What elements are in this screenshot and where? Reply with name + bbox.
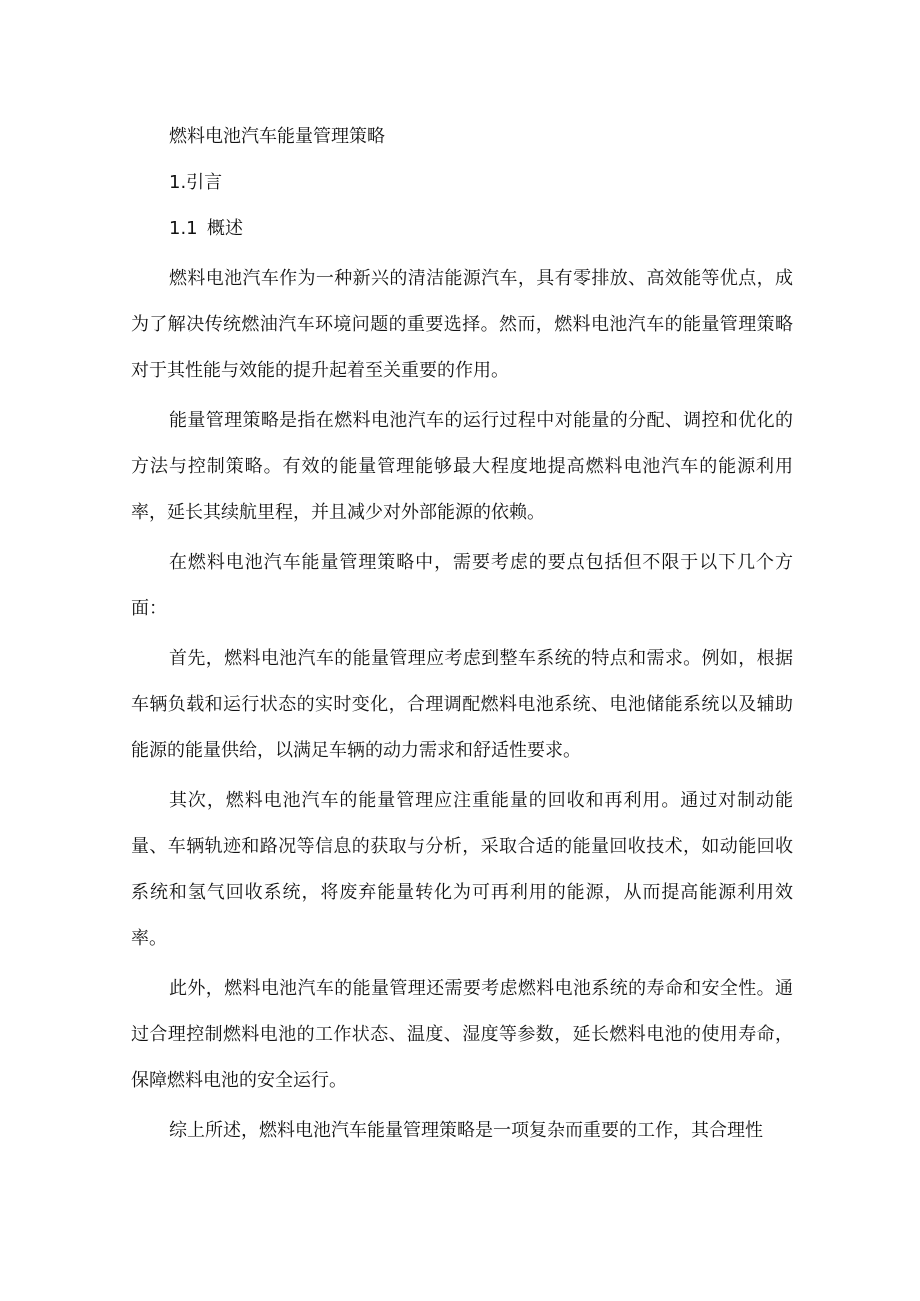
subsection-title: 概述 (207, 218, 243, 239)
paragraph-intro: 燃料电池汽车作为一种新兴的清洁能源汽车，具有零排放、高效能等优点，成为了解决传统燃油汽车环境问题的重要选择。然而，燃料电池汽车的能量管理策略对于其性能与效能的提升起着至关重要的作用。 (131, 268, 793, 381)
section-heading: 1.引言 (169, 172, 223, 193)
paragraph-third: 此外，燃料电池汽车的能量管理还需要考虑燃料电池系统的寿命和安全性。通过合理控制燃料电池的工作状态、温度、湿度等参数，延长燃料电池的使用寿命，保障燃料电池的安全运行。 (131, 978, 793, 1091)
paragraph-summary: 综上所述，燃料电池汽车能量管理策略是一项复杂而重要的工作，其合理性 (169, 1120, 763, 1141)
paragraph-first: 首先，燃料电池汽车的能量管理应考虑到整车系统的特点和需求。例如，根据车辆负载和运行状态的实时变化，合理调配燃料电池系统、电池储能系统以及辅助能源的能量供给，以满足车辆的动力需求和舒适性要求。 (131, 648, 793, 761)
subsection-heading (131, 206, 793, 252)
paragraph-second: 其次，燃料电池汽车的能量管理应注重能量的回收和再利用。通过对制动能量、车辆轨迹和路况等信息的获取与分析，采取合适的能量回收技术，如动能回收系统和氢气回收系统，将废弃能量转化为可再利用的能源，从而提高能源利用效率。 (131, 790, 793, 949)
document-body (131, 114, 793, 1154)
paragraph-key-points: 在燃料电池汽车能量管理策略中，需要考虑的要点包括但不限于以下几个方面： (131, 552, 793, 619)
subsection-number: 1.1 (169, 218, 198, 239)
paragraph-definition: 能量管理策略是指在燃料电池汽车的运行过程中对能量的分配、调控和优化的方法与控制策略。有效的能量管理能够最大程度地提高燃料电池汽车的能源利用率，延长其续航里程，并且减少对外部能源的依赖。 (131, 410, 793, 523)
document-title: 燃料电池汽车能量管理策略 (169, 126, 385, 147)
